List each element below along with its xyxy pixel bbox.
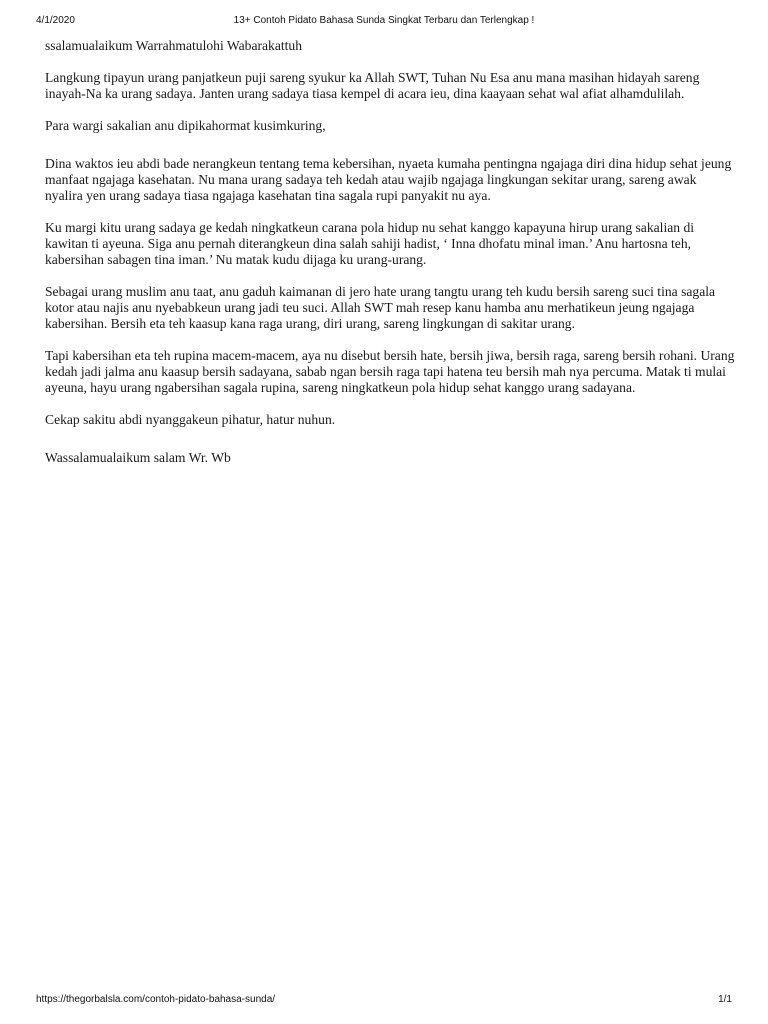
page-title: 13+ Contoh Pidato Bahasa Sunda Singkat Terbaru dan Terlengkap ! [233, 15, 535, 26]
paragraph-cleanliness-types: Tapi kabersihan eta teh rupina macem-macem, aya nu disebut bersih hate, bersih jiwa, bersih raga, sareng bersih rohani. Urang kedah jadi jalma anu kaasup bersih sadayana, sabab ngan bersih raga tapi hatena teu bersih mah nya percuma. Matak ti mulai ayeuna, hayu urang ngabersihan sagala rupina, sareng ningkatkeun pola hidup sehat kanggo urang sadayana. [45, 348, 735, 395]
paragraph-theme: Dina waktos ieu abdi bade nerangkeun tentang tema kebersihan, nyaeta kumaha pentingna ngajaga diri dina hidup sehat jeung manfaat ngajaga kasehatan. Nu mana urang sadaya teh kedah atau wajib ngajaga lingkungan sekitar urang, sareng awak nyalira yen urang sadaya tiasa ngajaga kasehatan tina sagala rupi panyakit nu aya. [45, 156, 732, 203]
paragraph-farewell: Wassalamualaikum salam Wr. Wb [45, 450, 231, 465]
paragraph-address: Para wargi sakalian anu dipikahormat kusimkuring, [45, 118, 326, 133]
print-header [36, 15, 732, 31]
print-footer [36, 994, 732, 1010]
page-number: 1/1 [718, 994, 732, 1005]
source-url: https://thegorbalsla.com/contoh-pidato-bahasa-sunda/ [36, 994, 276, 1005]
print-date: 4/1/2020 [36, 15, 75, 26]
paragraph-muslim: Sebagai urang muslim anu taat, anu gaduh kaimanan di jero hate urang tangtu urang teh kudu bersih sareng suci tina sagala kotor atau najis anu nyebabkeun urang jadi teu suci. Allah SWT mah resep kanu hamba anu merhatikeun jeung ngajaga kabersihan. Bersih eta teh kaasup kana raga urang, diri urang, sareng lingkungan di sakitar urang. [45, 284, 716, 331]
paragraph-opening: Langkung tipayun urang panjatkeun puji sareng syukur ka Allah SWT, Tuhan Nu Esa anu mana masihan hidayah sareng inayah-Na ka urang sadaya. Janten urang sadaya tiasa kempel di acara ieu, dina kaayaan sehat wal afiat alhamdulilah. [45, 70, 700, 101]
paragraph-closing: Cekap sakitu abdi nyanggakeun pihatur, hatur nuhun. [45, 412, 336, 427]
greeting-line: ssalamualaikum Warrahmatulohi Wabarakattuh [45, 38, 303, 53]
article-body [45, 38, 735, 466]
paragraph-hadith: Ku margi kitu urang sadaya ge kedah ningkatkeun carana pola hidup nu sehat kanggo kapayuna hirup urang sakalian di kawitan ti ayeuna. Siga anu pernah diterangkeun dina salah sahiji hadist, ‘ Inna dhofatu minal iman.’ Anu hartosna teh, kabersihan sabagen tina iman.’ Nu matak kudu dijaga ku urang-urang. [45, 220, 695, 267]
